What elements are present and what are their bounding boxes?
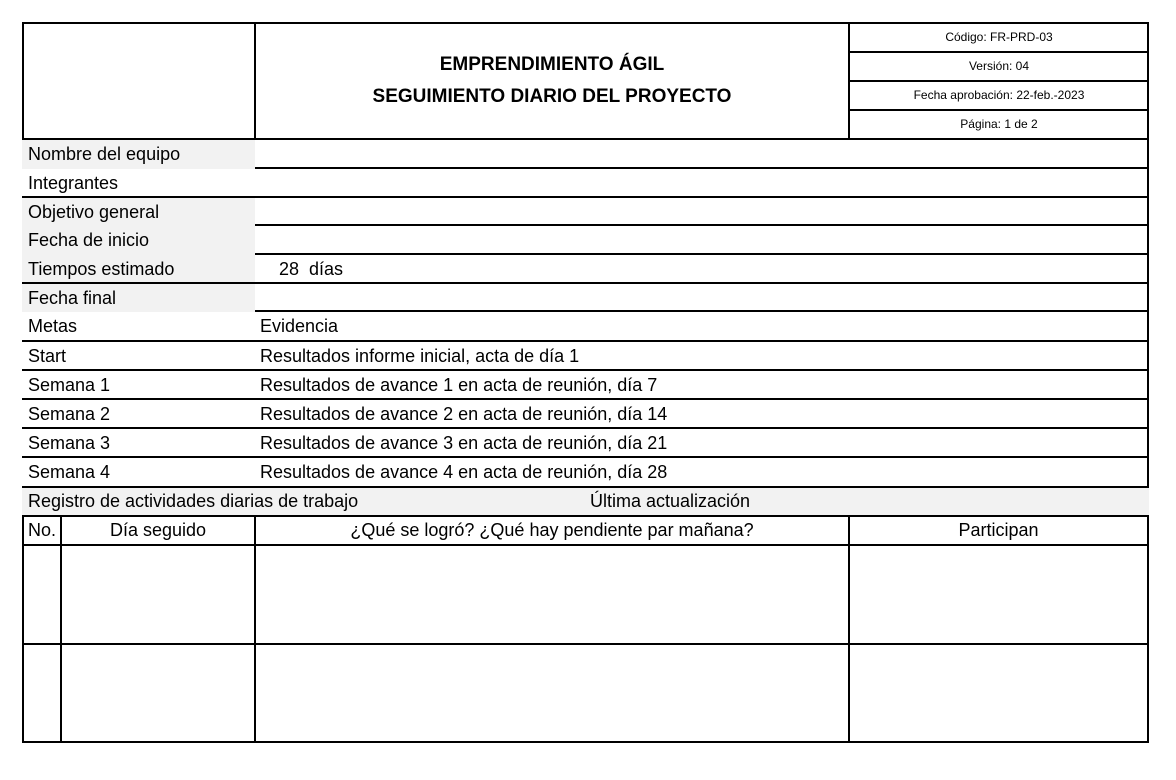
activity-log-label: Registro de actividades diarias de trabajo — [28, 491, 359, 511]
meta-approval-date: Fecha aprobación: 22-feb.-2023 — [913, 88, 1085, 102]
info-right-border — [1147, 140, 1149, 488]
col-header-number: No. — [27, 520, 56, 540]
info-value-members[interactable] — [255, 169, 1147, 198]
goal-label-week-2: Semana 2 — [28, 404, 111, 424]
info-value-end-date[interactable] — [255, 284, 1147, 312]
info-label-team-name: Nombre del equipo — [22, 140, 255, 169]
goal-evidence-week-1: Resultados de avance 1 en acta de reunión, día 7 — [260, 375, 658, 395]
logo-divider — [254, 22, 256, 140]
info-value-general-objective[interactable] — [255, 198, 1147, 226]
logo-cell — [24, 24, 254, 138]
goals-header-value: Evidencia — [260, 316, 339, 336]
info-value-estimated-time[interactable]: 28 días — [279, 259, 344, 279]
goal-label-week-1: Semana 1 — [28, 375, 111, 395]
info-label-estimated-time: Tiempos estimado — [22, 255, 255, 284]
goal-evidence-start: Resultados informe inicial, acta de día 1 — [260, 346, 580, 366]
info-label-end-date: Fecha final — [22, 284, 255, 312]
goal-label-week-3: Semana 3 — [28, 433, 111, 453]
col-header-day: Día seguido — [109, 520, 207, 540]
info-label-members: Integrantes — [28, 173, 119, 193]
table-row[interactable] — [24, 546, 1147, 643]
goal-evidence-week-2: Resultados de avance 2 en acta de reunión, día 14 — [260, 404, 668, 424]
last-update-label: Última actualización — [589, 491, 751, 511]
document-title: EMPRENDIMIENTO ÁGIL — [439, 54, 665, 75]
goal-evidence-week-3: Resultados de avance 3 en acta de reunión, día 21 — [260, 433, 668, 453]
goal-evidence-week-4: Resultados de avance 4 en acta de reunión, día 28 — [260, 462, 668, 482]
document-subtitle: SEGUIMIENTO DIARIO DEL PROYECTO — [372, 86, 732, 107]
col-header-participants: Participan — [958, 520, 1039, 540]
info-label-start-date: Fecha de inicio — [22, 226, 255, 255]
meta-code: Código: FR-PRD-03 — [945, 30, 1053, 44]
goal-label-start: Start — [28, 346, 67, 366]
table-row[interactable] — [24, 645, 1147, 741]
meta-version: Versión: 04 — [968, 59, 1030, 73]
goal-label-week-4: Semana 4 — [28, 462, 111, 482]
info-label-general-objective: Objetivo general — [22, 198, 255, 226]
info-value-team-name[interactable] — [255, 140, 1147, 169]
goals-header-label: Metas — [28, 316, 78, 336]
info-value-start-date[interactable] — [255, 226, 1147, 255]
col-header-progress: ¿Qué se logró? ¿Qué hay pendiente par mañana? — [350, 520, 754, 540]
meta-page: Página: 1 de 2 — [960, 117, 1038, 131]
